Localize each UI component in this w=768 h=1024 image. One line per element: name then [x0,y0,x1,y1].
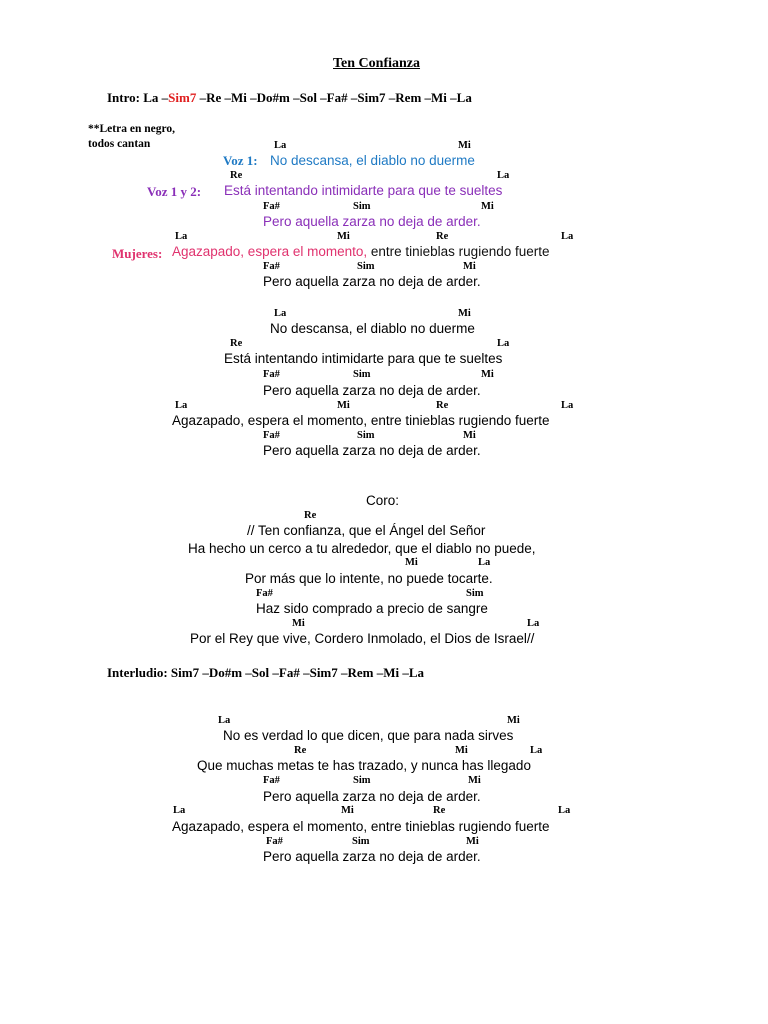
interludio-line: Interludio: Sim7 –Do#m –Sol –Fa# –Sim7 –Rem –Mi –La [107,665,425,680]
lyric-line: Pero aquella zarza no deja de arder. [263,443,481,458]
lyric-line: Pero aquella zarza no deja de arder. [263,274,481,289]
chord: Fa# [263,201,280,212]
lyric-line: Está intentando intimidarte para que te sueltes [224,183,503,198]
chord: Fa# [263,261,280,272]
chord: Mi [481,201,494,212]
chord: Re [304,510,317,521]
lyric-line: Haz sido comprado a precio de sangre [256,601,488,616]
intro-line [107,91,472,104]
chord: La [274,308,287,319]
chord: Fa# [256,588,273,599]
coro-label: Coro: [366,493,400,508]
lyric-line: Pero aquella zarza no deja de arder. [263,789,481,804]
chord: Mi [463,261,476,272]
chord: La [561,400,574,411]
chord: La [497,170,510,181]
chord: Fa# [263,369,280,380]
chord: Mi [507,715,520,726]
intro-sim7-chord: Sim7 [168,90,197,105]
lyric-line: // Ten confianza, que el Ángel del Señor [247,523,486,538]
voz1-label: Voz 1: [223,153,258,168]
chord: La [561,231,574,242]
chord: Mi [337,231,350,242]
chord: Sim [353,369,371,380]
lyric-line: No es verdad lo que dicen, que para nada sirves [223,728,514,743]
chord: Mi [458,308,471,319]
chord: Sim [353,775,371,786]
lyric-line [172,245,550,259]
note-line-1: **Letra en negro, [88,123,175,135]
chord: Mi [337,400,350,411]
chord: Re [433,805,446,816]
voz1y2-label: Voz 1 y 2: [147,184,202,199]
lyric-line: Pero aquella zarza no deja de arder. [263,214,481,229]
lyric-line: Agazapado, espera el momento, entre tinieblas rugiendo fuerte [172,413,550,428]
chord: Sim [357,261,375,272]
chord: Sim [353,201,371,212]
lyric-line: Agazapado, espera el momento, entre tinieblas rugiendo fuerte [172,819,550,834]
chord: Mi [292,618,305,629]
lyric-all-part: entre tinieblas rugiendo fuerte [367,244,550,259]
chord: Mi [481,369,494,380]
chord: Mi [458,140,471,151]
note-line-2: todos cantan [88,138,151,150]
chord: La [274,140,287,151]
chord: Fa# [263,775,280,786]
chord: Re [436,231,449,242]
lyric-line: No descansa, el diablo no duerme [270,321,475,336]
mujeres-label: Mujeres: [112,246,163,261]
chord: La [497,338,510,349]
chord: Sim [357,430,375,441]
chord: La [530,745,543,756]
chord: La [478,557,491,568]
chord: Mi [468,775,481,786]
chord: Mi [455,745,468,756]
chord: Mi [341,805,354,816]
chord: Sim [352,836,370,847]
chord: La [175,400,188,411]
chord: Re [230,338,243,349]
chord: La [527,618,540,629]
chord: Re [436,400,449,411]
lyric-line: Que muchas metas te has trazado, y nunca has llegado [197,758,531,773]
lyric-line: Por el Rey que vive, Cordero Inmolado, el Dios de Israel// [190,631,535,646]
chord: La [175,231,188,242]
lyric-line: No descansa, el diablo no duerme [270,153,475,168]
chord: Re [294,745,307,756]
chord: Mi [466,836,479,847]
chord: Re [230,170,243,181]
lyric-women-part: Agazapado, espera el momento, [172,244,368,259]
lyric-line: Ha hecho un cerco a tu alrededor, que el diablo no puede, [188,541,536,556]
chord: La [558,805,571,816]
intro-chord-sequence: –Re –Mi –Do#m –Sol –Fa# –Sim7 –Rem –Mi –La [196,90,472,105]
lyric-line: Pero aquella zarza no deja de arder. [263,383,481,398]
song-title: Ten Confianza [333,56,421,71]
intro-label: Intro: La – [107,90,169,105]
chord: Mi [405,557,418,568]
chord: Sim [466,588,484,599]
chord: Mi [463,430,476,441]
chord: La [218,715,231,726]
lyric-line: Por más que lo intente, no puede tocarte. [245,571,493,586]
chord: La [173,805,186,816]
chord: Fa# [263,430,280,441]
lyric-line: Pero aquella zarza no deja de arder. [263,849,481,864]
chord: Fa# [266,836,283,847]
lyric-line: Está intentando intimidarte para que te sueltes [224,351,503,366]
